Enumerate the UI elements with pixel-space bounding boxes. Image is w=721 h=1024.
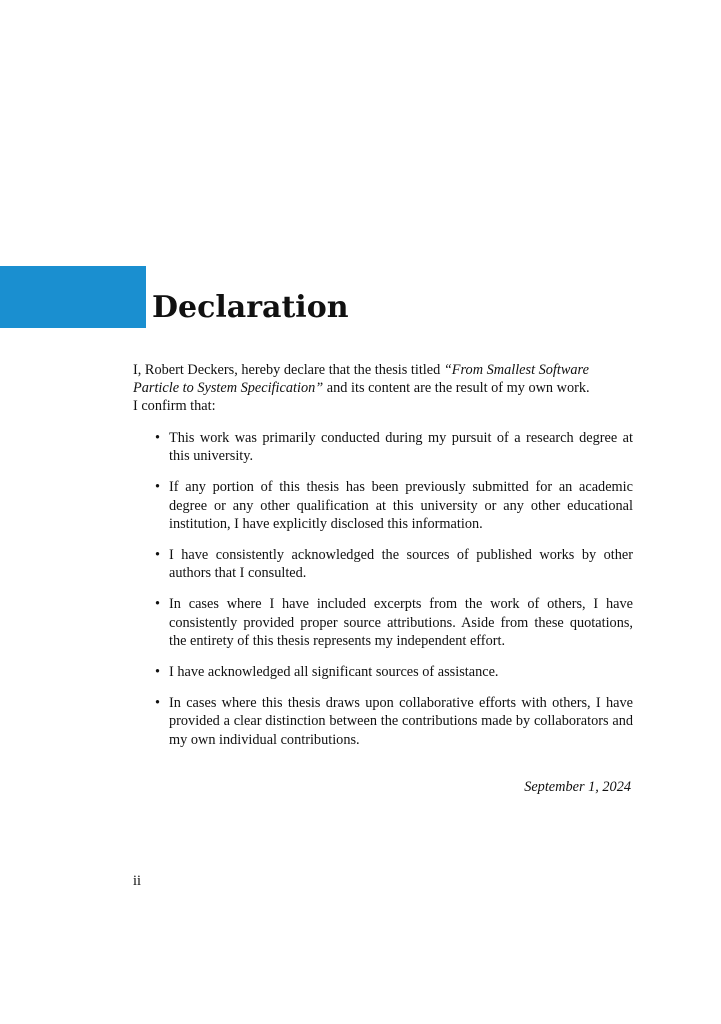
page-number: ii: [133, 873, 141, 889]
bullet-icon: •: [155, 596, 161, 613]
declaration-date: September 1, 2024: [524, 779, 631, 795]
confirm-line: I confirm that:: [133, 398, 216, 415]
list-item: • I have consistently acknowledged the sources of published works by other authors that I consulted.: [155, 547, 633, 582]
bullet-icon: •: [155, 695, 161, 712]
list-item: • I have acknowledged all significant sources of assistance.: [155, 664, 499, 681]
intro-rest: and its content are the result of my own work.: [323, 380, 590, 397]
bullet-icon: •: [155, 664, 161, 681]
declaration-list: [133, 429, 633, 762]
bullet-icon: •: [155, 547, 161, 564]
list-item: • In cases where I have included excerpts from the work of others, I have consistently provided proper source attributions. Aside from these quotations, the entirety of this thesis represents my independent effort.: [155, 596, 633, 649]
list-item: • If any portion of this thesis has been previously submitted for an academic degree or any other qualification at this university or any other educational institution, I have explicitly disclosed this information.: [155, 479, 633, 532]
bullet-icon: •: [155, 479, 161, 496]
chapter-accent-bar: [0, 266, 146, 328]
declaration-intro: [133, 361, 633, 416]
intro-lead: I, Robert Deckers, hereby declare that the thesis titled: [133, 362, 444, 378]
thesis-title: “From Smallest Software Particle to System Specification”: [133, 362, 589, 397]
list-item: • In cases where this thesis draws upon collaborative efforts with others, I have provided a clear distinction between the contributions made by collaborators and my own individual contributions.: [155, 695, 633, 748]
list-item: • This work was primarily conducted during my pursuit of a research degree at this university.: [155, 430, 633, 465]
chapter-title: Declaration: [152, 290, 349, 325]
bullet-icon: •: [155, 430, 161, 446]
